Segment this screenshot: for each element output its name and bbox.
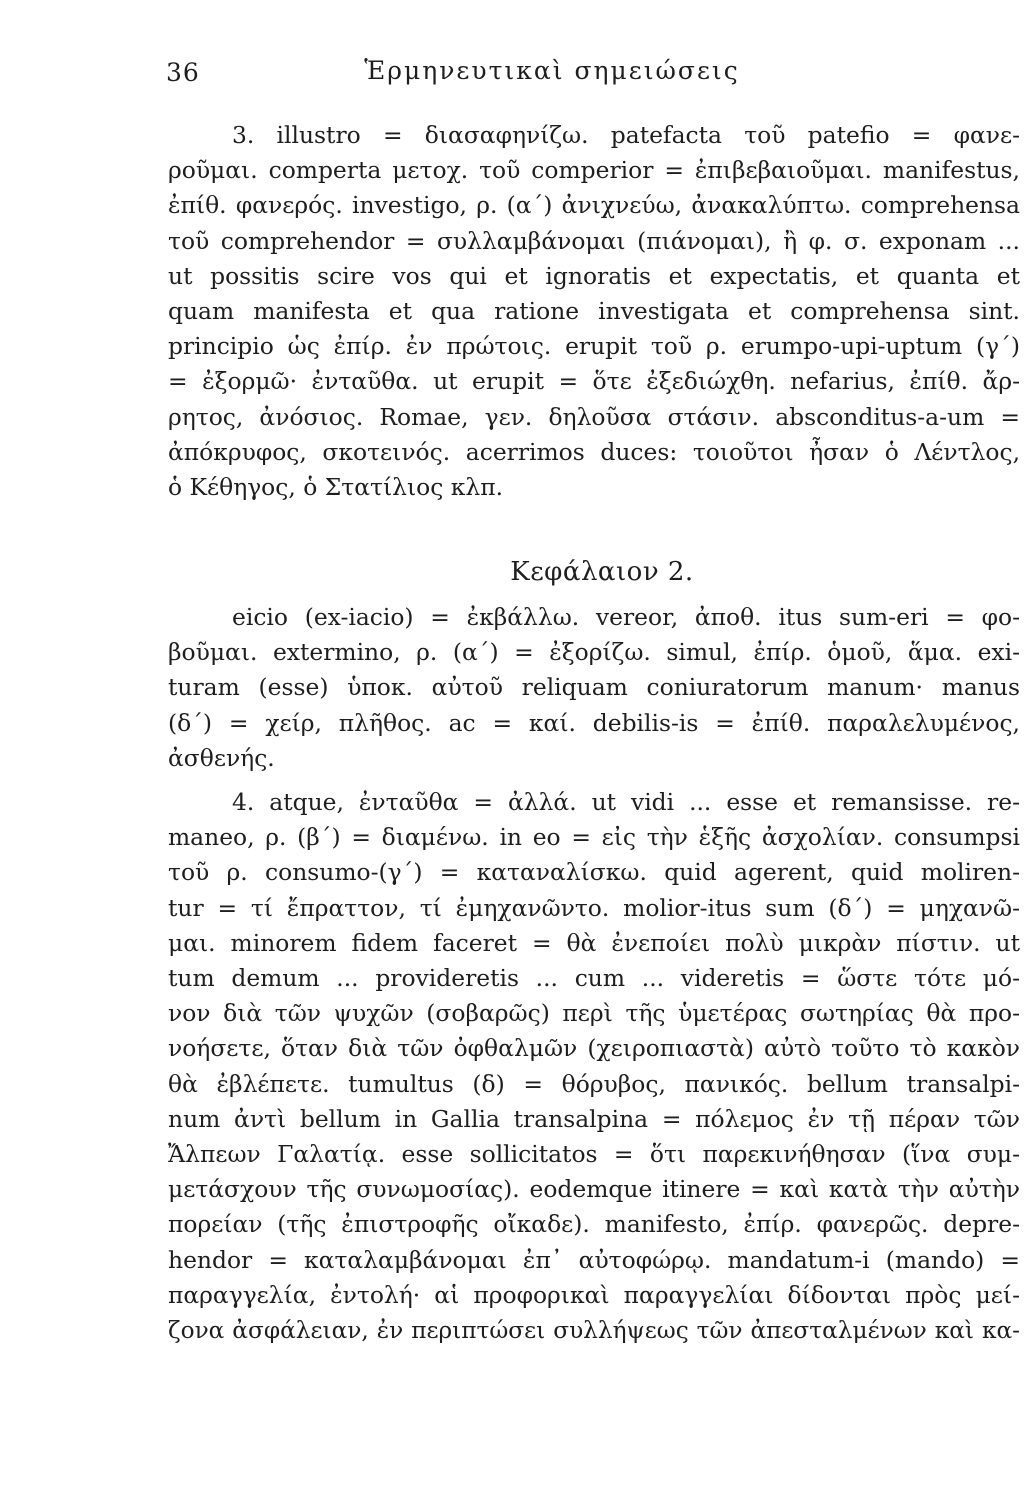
text-line: ut possitis scire vos qui et ignoratis et expectatis, et quanta et [168,261,1020,290]
text-line: πορείαν (τῆς ἐπιστροφῆς οἴκαδε). manifesto, ἐπίρ. φανερῶς. depre- [168,1210,1020,1239]
text-line: θὰ ἐβλέπετε. tumultus (δ) = θόρυβος, πανικός. bellum transalpi- [168,1069,1020,1098]
text-line: hendor = καταλαμβάνομαι ἐπ᾽ αὐτοφώρῳ. mandatum-i (mando) = [168,1245,1020,1274]
text-line: ροῦμαι. comperta μετοχ. τοῦ comperior = ἐπιβεβαιοῦμαι. manifestus, [168,156,1020,185]
chapter-intro-paragraph [168,600,1020,776]
text-line: turam (esse) ὑποκ. αὐτοῦ reliquam coniuratorum manum· manus [168,673,1020,702]
text-line: tur = τί ἔπραττον, τί ἐμηχανῶντο. molior-itus sum (δ΄) = μηχανῶ- [168,893,1020,922]
text-line: 4. atque, ἐνταῦθα = ἀλλά. ut vidi ... esse et remansisse. re- [232,788,1020,816]
text-line: num ἀντὶ bellum in Gallia transalpina = πόλεμος ἐν τῇ πέραν τῶν [168,1104,1020,1133]
text-line: 3. illustro = διασαφηνίζω. patefacta τοῦ patefio = φανε- [232,121,1020,149]
chapter-heading: Κεφάλαιον 2. [510,557,694,587]
text-line: ρητος, ἀνόσιος. Romae, γεν. δηλοῦσα στάσιν. absconditus-a-um = [168,402,1020,431]
text-line: tum demum ... provideretis ... cum ... videretis = ὥστε τότε μό- [168,964,1020,993]
text-line: (δ΄) = χείρ, πλῆθος. ac = καί. debilis-is = ἐπίθ. παραλελυμένος, [168,708,1020,737]
text-line: ἀπόκρυφος, σκοτεινός. acerrimos duces: τοιοῦτοι ἦσαν ὁ Λέντλος, [168,437,1020,466]
text-line: ζονα ἀσφάλειαν, ἐν περιπτώσει συλλήψεως τῶν ἀπεσταλμένων καὶ κα- [168,1317,1020,1345]
section-3-paragraph [168,118,1020,505]
text-line: νοήσετε, ὅταν διὰ τῶν ὀφθαλμῶν (χειροπιαστὰ) αὐτὸ τοῦτο τὸ κακὸν [168,1034,1020,1063]
text-line: quam manifesta et qua ratione investigata et comprehensa sint. [168,297,1020,326]
text-line: eicio (ex-iacio) = ἐκβάλλω. vereor, ἀποθ. itus sum-eri = φο- [232,603,1020,631]
text-line: ἀσθενής. [168,743,275,772]
text-line: ὁ Κέθηγος, ὁ Στατίλιος κλπ. [168,473,504,502]
page-number: 36 [166,58,200,87]
text-line: μαι. minorem fidem faceret = θὰ ἐνεποίει πολὺ μικρὰν πίστιν. ut [168,928,1020,957]
text-line: Ἄλπεων Γαλατίᾳ. esse sollicitatos = ὅτι παρεκινήθησαν (ἵνα συμ- [168,1140,1020,1169]
text-line: τοῦ ρ. consumo-(γ΄) = καταναλίσκω. quid agerent, quid moliren- [168,858,1020,887]
text-line: νον διὰ τῶν ψυχῶν (σοβαρῶς) περὶ τῆς ὑμετέρας σωτηρίας θὰ προ- [168,999,1020,1028]
text-line: παραγγελία, ἐντολή· αἱ προφορικαὶ παραγγελίαι δίδονται πρὸς μεί- [168,1280,1020,1309]
running-head: Ἑρμηνευτικαὶ σημειώσεις [364,56,740,85]
text-line: τοῦ comprehendor = συλλαμβάνομαι (πιάνομαι), ἢ φ. σ. exponam ... [168,226,1020,255]
text-line: maneo, ρ. (β΄) = διαμένω. in eo = εἰς τὴν ἑξῆς ἀσχολίαν. consumpsi [168,823,1020,852]
section-4-paragraph [168,785,1020,1348]
text-line: βοῦμαι. extermino, ρ. (α΄) = ἐξορίζω. simul, ἐπίρ. ὁμοῦ, ἅμα. exi- [168,638,1020,667]
text-line: = ἐξορμῶ· ἐνταῦθα. ut erupit = ὅτε ἐξεδιώχθη. nefarius, ἐπίθ. ἄρ- [168,367,1020,396]
text-line: principio ὡς ἐπίρ. ἐν πρώτοις. erupit τοῦ ρ. erumpo-upi-uptum (γ΄) [168,332,1020,361]
text-line: μετάσχουν τῆς συνωμοσίας). eodemque itinere = καὶ κατὰ τὴν αὐτὴν [168,1175,1020,1204]
text-line: ἐπίθ. φανερός. investigo, ρ. (α΄) ἀνιχνεύω, ἀνακαλύπτω. comprehensa [168,191,1020,220]
